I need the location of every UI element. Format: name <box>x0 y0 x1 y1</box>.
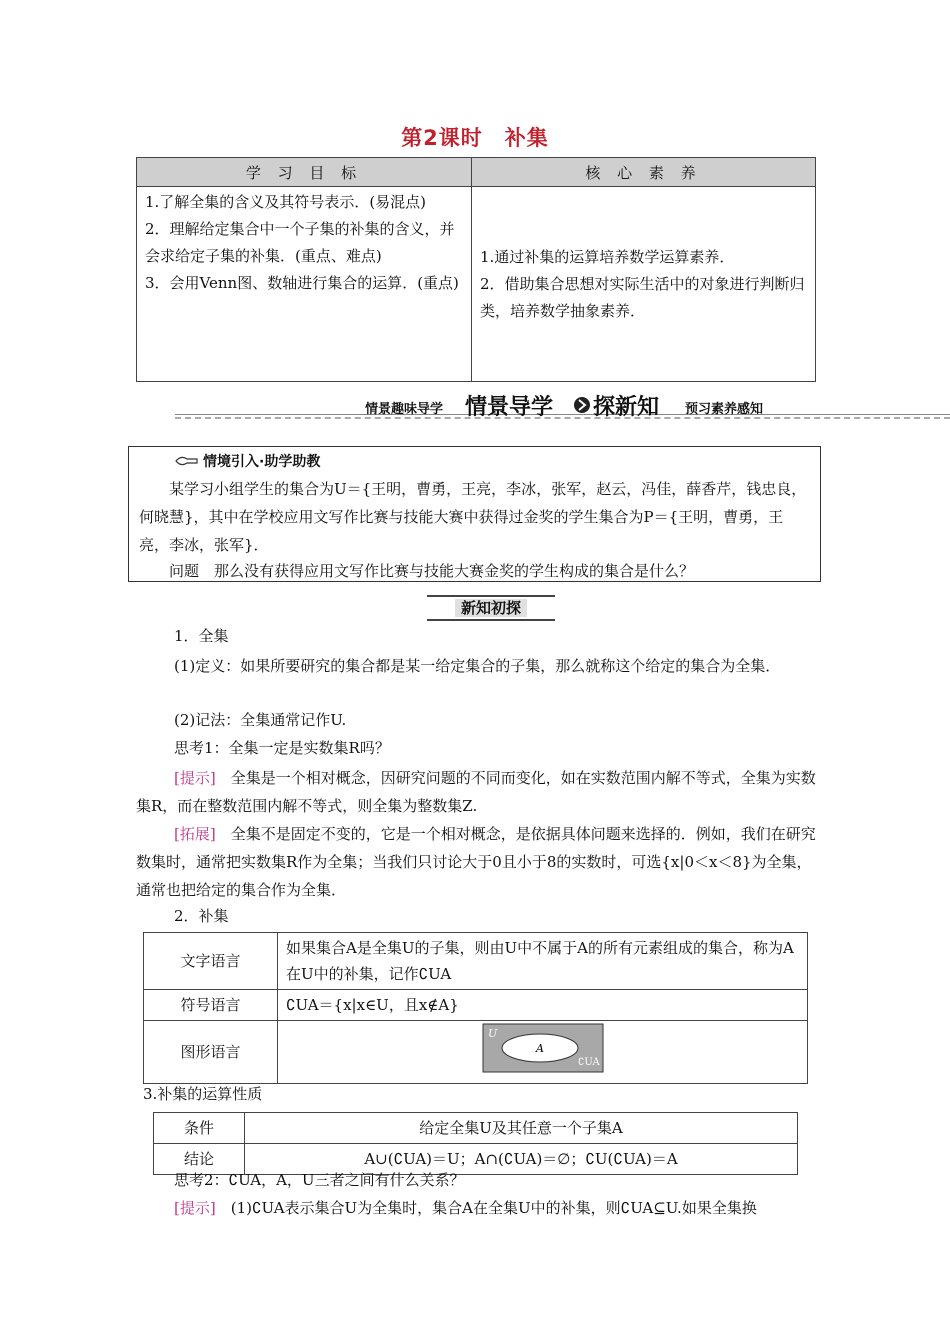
goal-item: 2．理解给定集合中一个子集的补集的含义，并会求给定子集的补集．(重点、难点) <box>145 220 455 265</box>
goals-table <box>136 157 816 382</box>
universal-heading: 1．全集 <box>174 627 229 645</box>
arrow-circle-icon <box>573 396 591 414</box>
goals-right-cell <box>472 187 816 382</box>
tip-2-label: [提示] <box>174 1199 216 1217</box>
think-1: 思考1：全集一定是实数集R吗？ <box>174 739 390 757</box>
venn-diagram <box>482 1023 604 1073</box>
tip-label: [提示] <box>174 769 216 787</box>
properties-table <box>153 1112 798 1175</box>
universal-definition: (1)定义：如果所要研究的集合都是某一给定集合的子集，那么就称这个给定的集合为全集． <box>174 657 781 675</box>
page-title: 第2课时 补集 <box>401 126 549 150</box>
literacy-item: 2．借助集合思想对实际生活中的对象进行判断归类，培养数学抽象素养． <box>480 274 805 320</box>
properties-heading: 3.补集的运算性质 <box>143 1085 263 1103</box>
lead-hand-icon <box>175 453 199 469</box>
complement-heading: 2．补集 <box>174 907 229 925</box>
extension <box>136 820 816 904</box>
section-banner <box>175 392 950 420</box>
banner-divider-dashed <box>175 417 950 419</box>
row-label: 图形语言 <box>144 1021 278 1084</box>
venn-complement-label: ∁UA <box>577 1057 600 1068</box>
goal-item: 1.了解全集的含义及其符号表示．(易混点) <box>145 193 427 211</box>
row-label: 条件 <box>154 1113 245 1144</box>
complement-table <box>143 932 808 1084</box>
section-tag-label: 新知初探 <box>455 599 527 617</box>
tip-2-text: (1)∁UA表示集合U为全集时，集合A在全集U中的补集，则∁UA⊆U.如果全集换 <box>230 1199 757 1217</box>
row-value: 如果集合A是全集U的子集，则由U中不属于A的所有元素组成的集合，称为A在U中的补集，记作∁UA <box>278 933 808 990</box>
banner-right-label: 预习素养感知 <box>685 402 764 417</box>
universal-notation: (2)记法：全集通常记作U. <box>174 711 347 729</box>
venn-cell <box>278 1021 808 1084</box>
venn-a-label: A <box>535 1042 544 1055</box>
row-value: A∪(∁UA)＝U；A∩(∁UA)＝∅；∁U(∁UA)＝A <box>245 1144 798 1175</box>
banner-left-label: 情景趣味导学 <box>365 402 444 417</box>
think-2: 思考2：∁UA，A，U三者之间有什么关系？ <box>174 1171 465 1189</box>
situation-box <box>128 446 821 582</box>
goals-header-right: 核 心 素 养 <box>472 158 816 187</box>
tip-1 <box>136 764 816 820</box>
venn-u-label: U <box>487 1027 497 1040</box>
banner-main-label-2: 探新知 <box>593 395 660 420</box>
extension-text: 全集不是固定不变的，它是一个相对概念，是依据具体问题来选择的．例如，我们在研究数集时，通常把实数集R作为全集；当我们只讨论大于0且小于8的实数时，可选{x|0＜x＜8}为全集，通常也把给定的集合作为全集． <box>136 825 816 899</box>
row-label: 文字语言 <box>144 933 278 990</box>
goal-item: 3．会用Venn图、数轴进行集合的运算．(重点) <box>145 274 459 292</box>
extension-label: [拓展] <box>174 825 216 843</box>
goals-header-left: 学 习 目 标 <box>137 158 472 187</box>
literacy-item: 1.通过补集的运算培养数学运算素养． <box>480 247 735 266</box>
row-value: 给定全集U及其任意一个子集A <box>245 1113 798 1144</box>
row-label: 结论 <box>154 1144 245 1175</box>
row-label: 符号语言 <box>144 990 278 1021</box>
banner-main-label: 情景导学 <box>465 395 554 420</box>
banner-divider <box>175 414 950 415</box>
situation-question: 问题 那么没有获得应用文写作比赛与技能大赛金奖的学生构成的集合是什么？ <box>169 562 695 580</box>
situation-heading: 情境引入·助学助教 <box>203 454 321 470</box>
tip-2 <box>174 1196 824 1220</box>
section-tag <box>427 595 555 621</box>
tip-1-text: 全集是一个相对概念，因研究问题的不同而变化，如在实数范围内解不等式，全集为实数集R，而在整数范围内解不等式，则全集为整数集Z. <box>136 769 816 815</box>
row-value: ∁UA＝{x|x∈U，且x∉A} <box>278 990 808 1021</box>
situation-text: 某学习小组学生的集合为U＝{王明，曹勇，王亮，李冰，张军，赵云，冯佳，薛香芹，钱忠良，何晓慧}，其中在学校应用文写作比赛与技能大赛中获得过金奖的学生集合为P＝{王明，曹勇，王亮，李冰，张军}． <box>139 480 807 554</box>
goals-left-cell <box>137 187 472 382</box>
